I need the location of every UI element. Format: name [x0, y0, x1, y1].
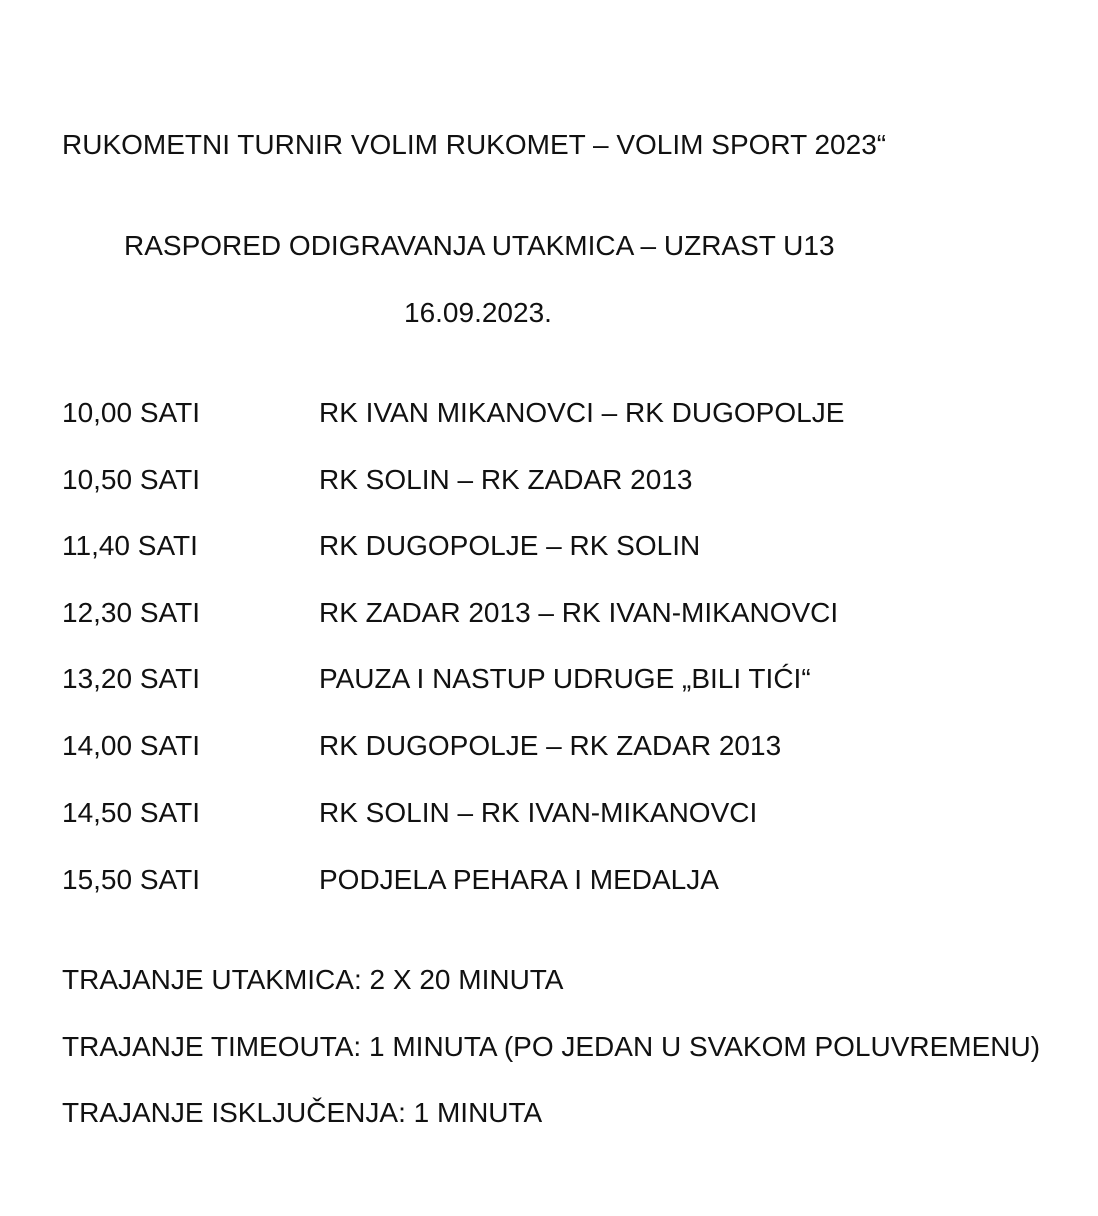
- schedule-time: 13,20 SATI: [62, 663, 201, 694]
- schedule-time: 10,00 SATI: [62, 397, 201, 428]
- schedule-row: [0, 529, 1098, 563]
- schedule-row: [0, 662, 1098, 696]
- schedule-time: 14,00 SATI: [62, 730, 201, 761]
- document-date: 16.09.2023.: [404, 297, 552, 328]
- schedule-row: [0, 796, 1098, 830]
- schedule-time: 15,50 SATI: [62, 864, 201, 895]
- schedule-time: 11,40 SATI: [62, 530, 198, 561]
- schedule-time: 10,50 SATI: [62, 464, 201, 495]
- schedule-event: RK ZADAR 2013 – RK IVAN-MIKANOVCI: [319, 597, 839, 628]
- schedule-time: 12,30 SATI: [62, 597, 201, 628]
- schedule-event: RK DUGOPOLJE – RK ZADAR 2013: [319, 730, 782, 761]
- schedule-event: RK SOLIN – RK IVAN-MIKANOVCI: [319, 797, 758, 828]
- schedule-event: PAUZA I NASTUP UDRUGE „BILI TIĆI“: [319, 663, 811, 694]
- schedule-row: [0, 729, 1098, 763]
- schedule-row: [0, 596, 1098, 630]
- schedule-row: [0, 463, 1098, 497]
- schedule-event: PODJELA PEHARA I MEDALJA: [319, 864, 719, 895]
- schedule-row: [0, 396, 1098, 430]
- schedule-row: [0, 863, 1098, 897]
- schedule-event: RK SOLIN – RK ZADAR 2013: [319, 464, 693, 495]
- note-timeout-duration: TRAJANJE TIMEOUTA: 1 MINUTA (PO JEDAN U SVAKOM POLUVREMENU): [62, 1031, 1041, 1062]
- schedule-time: 14,50 SATI: [62, 797, 201, 828]
- schedule-event: RK IVAN MIKANOVCI – RK DUGOPOLJE: [319, 397, 845, 428]
- document-title: RUKOMETNI TURNIR VOLIM RUKOMET – VOLIM SPORT 2023“: [62, 129, 887, 160]
- note-match-duration: TRAJANJE UTAKMICA: 2 X 20 MINUTA: [62, 964, 564, 995]
- schedule-event: RK DUGOPOLJE – RK SOLIN: [319, 530, 701, 561]
- document-subtitle: RASPORED ODIGRAVANJA UTAKMICA – UZRAST U13: [124, 230, 835, 261]
- note-suspension-duration: TRAJANJE ISKLJUČENJA: 1 MINUTA: [62, 1097, 543, 1128]
